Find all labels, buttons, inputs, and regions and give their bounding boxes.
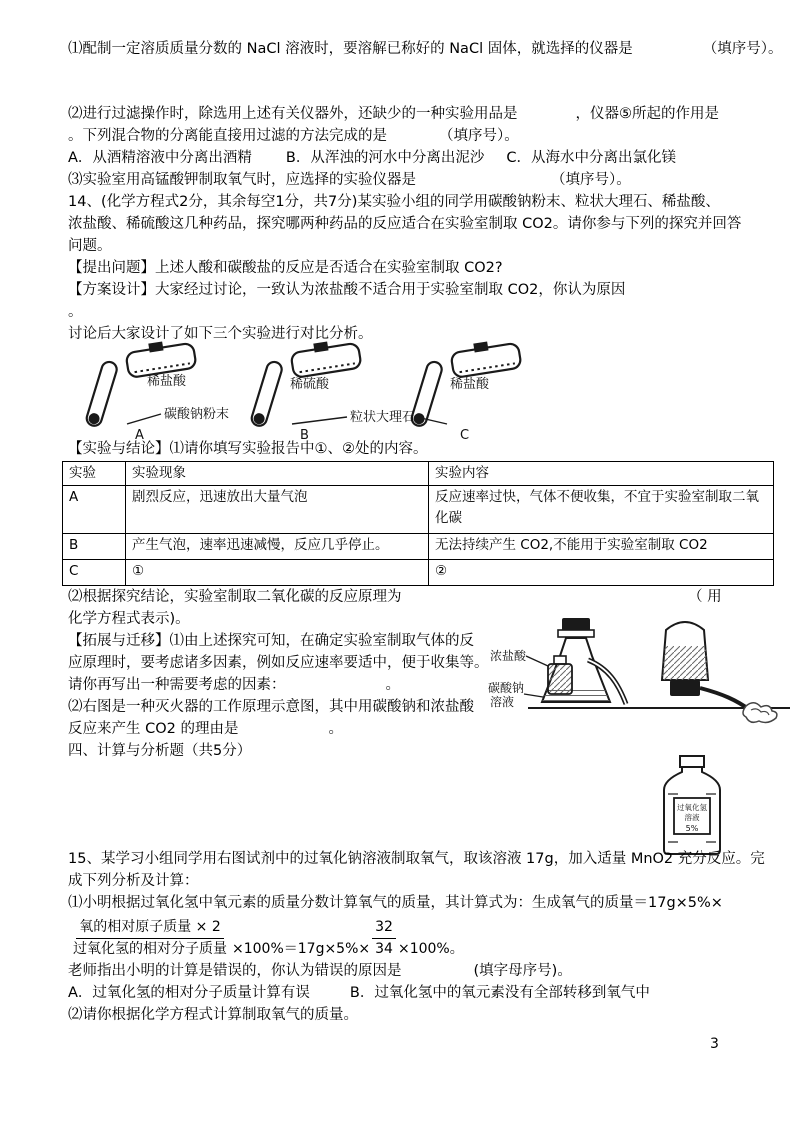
- setup-bc-solid-label: 粒状大理石: [350, 410, 416, 425]
- leader-line: [127, 414, 161, 424]
- answer-blank: [518, 117, 576, 118]
- table-cell: 无法持续产生 CO2,不能用于实验室制取 CO2: [429, 534, 774, 560]
- answer-blank: [387, 139, 439, 140]
- table-cell: C: [63, 560, 126, 586]
- answer-blank: [402, 974, 474, 975]
- table-cell: ②: [429, 560, 774, 586]
- bottle-label-line1: 过氧化氢: [677, 803, 707, 812]
- option-c: C．从海水中分离出氯化镁: [506, 150, 676, 166]
- table-header-cell: 实验现象: [126, 462, 429, 486]
- fire-extinguisher-figure: [488, 598, 793, 733]
- spray-cloud: [743, 703, 777, 723]
- fraction-numerator: 氧的相对原子质量 × 2: [76, 917, 224, 939]
- setup-c-reagent-label: 稀盐酸: [450, 377, 490, 392]
- q13-q14-block: [68, 103, 774, 345]
- extend3-tail: 。: [385, 677, 400, 693]
- fraction-2: [372, 917, 396, 960]
- bottle-mouth: [680, 756, 704, 767]
- q15-intro-line: 15、某学习小组同学用右图试剂中的过氧化钠溶液制取氧气，取该溶液 17g，加入适量 MnO2 充分反应。完: [68, 851, 765, 867]
- table-cell: A: [63, 486, 126, 534]
- q13-options-line: [68, 147, 774, 169]
- fraction-denominator: 过氧化氢的相对分子质量: [73, 941, 227, 957]
- section4-title: 四、计算与分析题（共5分）: [68, 743, 252, 759]
- q15-intro-line: 成下列分析及计算：: [68, 873, 199, 889]
- extinguisher-salt-label-2: 溶液: [490, 695, 515, 709]
- page-number: 3: [710, 1036, 719, 1052]
- q13-part1-block: [68, 38, 783, 60]
- table-row: [63, 560, 774, 586]
- answer-blank: [416, 183, 551, 184]
- answer-blank: [633, 52, 703, 53]
- table-cell: ①: [126, 560, 429, 586]
- vessel-base: [670, 680, 700, 696]
- q13-p3-text: ⑶实验室用高锰酸钾制取氧气时，应选择的实验仪器是: [68, 172, 416, 188]
- q15-block: [68, 848, 774, 1026]
- q14-plan-line: 【方案设计】大家经过讨论，一致认为浓盐酸不适合用于实验室制取 CO2，你认为原因: [68, 282, 626, 298]
- table-row: [63, 534, 774, 560]
- option-a: A．从酒精溶液中分离出酒精: [68, 150, 252, 166]
- leader-line: [524, 694, 543, 697]
- question-line: [68, 169, 774, 191]
- extend-line: 应原理时，要考虑诸多因素，例如反应速率要适中，便于收集等。: [68, 655, 489, 671]
- q14-part2-tail: （ 用: [688, 589, 722, 605]
- question-line: [68, 38, 783, 60]
- table-cell: 剧烈反应，迅速放出大量气泡: [126, 486, 429, 534]
- teacher-tail: (填字母序号)。: [473, 963, 572, 979]
- q13-p1-tail: （填序号）。: [702, 41, 783, 57]
- exam-table: [62, 461, 774, 586]
- question-line: [68, 125, 774, 147]
- q13-p2c-text: 。下列混合物的分离能直接用过滤的方法完成的是: [68, 128, 387, 144]
- setup-a-reagent-label: 稀盐酸: [147, 374, 187, 389]
- fraction-denominator: 34: [375, 941, 393, 957]
- table-header-cell: 实验: [63, 462, 126, 486]
- inner-bottle: [548, 664, 572, 694]
- table-cell: 产生气泡，速率迅速减慢，反应几乎停止。: [126, 534, 429, 560]
- setup-b-letter: B: [300, 428, 309, 440]
- hose: [700, 688, 750, 710]
- q13-p2c-tail: （填序号）。: [439, 128, 519, 144]
- q14-part2-text: ⑵根据探究结论，实验室制取二氧化碳的反应原理为: [68, 589, 402, 605]
- q13-p2a-text: ⑵进行过滤操作时，除选用上述有关仪器外，还缺少的一种实验用品是: [68, 106, 518, 122]
- formula-mid: ×100%＝17g×5%×: [232, 941, 371, 957]
- q13-p1-text: ⑴配制一定溶质质量分数的 NaCl 溶液时，要溶解已称好的 NaCl 固体，就选择的仪器是: [68, 41, 633, 57]
- q14-plan-period-line: 。: [68, 304, 83, 320]
- table-header-row: [63, 462, 774, 486]
- table-cell: B: [63, 534, 126, 560]
- conclusion-heading: 【实验与结论】⑴请你填写实验报告中①、②处的内容。: [68, 441, 428, 457]
- experiments-figure: [85, 340, 585, 440]
- formula-tail: ×100%。: [397, 941, 464, 957]
- table-row: [63, 486, 774, 534]
- extinguisher-acid-label: 浓盐酸: [490, 649, 527, 663]
- setup-b-reagent-label: 稀硫酸: [290, 377, 330, 392]
- q14-ask-line: 【提出问题】上述人酸和碳酸盐的反应是否适合在实验室制取 CO2?: [68, 260, 503, 276]
- setup-c-letter: C: [460, 428, 470, 440]
- inner-bottle-neck: [554, 656, 566, 664]
- bottle-label-line3: 5%: [685, 824, 699, 833]
- leader-line: [526, 656, 548, 666]
- question-line: [68, 103, 774, 125]
- q15-teacher-line: [68, 960, 774, 982]
- q14-intro-line: 14、(化学方程式2分，其余每空1分，共7分)某实验小组的同学用碳酸钠粉末、粒状大理石、稀盐酸、: [68, 194, 720, 210]
- vessel-liquid: [662, 646, 708, 680]
- extend3-text: 请你再写出一种需要考虑的因素：: [68, 677, 286, 693]
- option-a: A．过氧化氢的相对分子质量计算有误: [68, 985, 310, 1001]
- extinguisher-salt-label-1: 碳酸钠: [488, 681, 525, 695]
- option-b: B．从浑浊的河水中分离出泥沙: [285, 150, 485, 166]
- table-cell: 反应速率过快，气体不便收集，不宜于实验室制取二氧化碳: [429, 486, 774, 534]
- teacher-text: 老师指出小明的计算是错误的，你认为错误的原因是: [68, 963, 402, 979]
- q15-options-line: [68, 982, 774, 1004]
- bottle-label-line2: 溶液: [684, 813, 700, 822]
- q15-calc-line: ⑴小明根据过氧化氢中氧元素的质量分数计算氧气的质量，其计算式为：生成氧气的质量＝17g×5%×: [68, 895, 723, 911]
- q15-formula: [68, 914, 774, 960]
- fraction-1: [70, 917, 230, 960]
- q15-calc2-line: ⑵请你根据化学方程式计算制取氧气的质量。: [68, 1007, 358, 1023]
- option-gap: [310, 996, 350, 997]
- extend5-text: 反应来产生 CO2 的理由是: [68, 721, 239, 737]
- q14-intro-line: 浓盐酸、稀硫酸这几种药品，探究哪两种药品的反应适合在实验室制取 CO2。请你参与下列的探究并回答: [68, 216, 742, 232]
- leader-line: [292, 417, 347, 424]
- extend-line: ⑵右图是一种灭火器的工作原理示意图，其中用碳酸钠和浓盐酸: [68, 699, 474, 715]
- q13-p3-tail: （填序号）。: [551, 172, 631, 188]
- extend5-tail: 。: [328, 721, 343, 737]
- option-gap: [252, 161, 286, 162]
- q14-intro-line: 问题。: [68, 238, 112, 254]
- answer-blank: [238, 732, 328, 733]
- reagent-bottle-figure: [648, 754, 736, 858]
- answer-blank: [286, 688, 386, 689]
- option-gap: [484, 161, 506, 162]
- option-b: B．过氧化氢中的氧元素没有全部转移到氧气中: [349, 985, 650, 1001]
- question-line: 化学方程式表示)。: [68, 611, 190, 627]
- fraction-numerator: 32: [372, 917, 396, 939]
- q13-p2b-text: ，仪器⑤所起的作用是: [575, 106, 719, 122]
- table-header-cell: 实验内容: [429, 462, 774, 486]
- q14-part2-block: [68, 586, 774, 762]
- q14-discuss-line: 讨论后大家设计了如下三个实验进行对比分析。: [68, 326, 373, 342]
- extend-line: 【拓展与迁移】⑴由上述探究可知，在确定实验室制取气体的反: [68, 633, 474, 649]
- flask-neck: [558, 630, 594, 637]
- setup-a-letter: A: [135, 428, 144, 440]
- setup-a-solid-label: 碳酸钠粉末: [164, 407, 230, 422]
